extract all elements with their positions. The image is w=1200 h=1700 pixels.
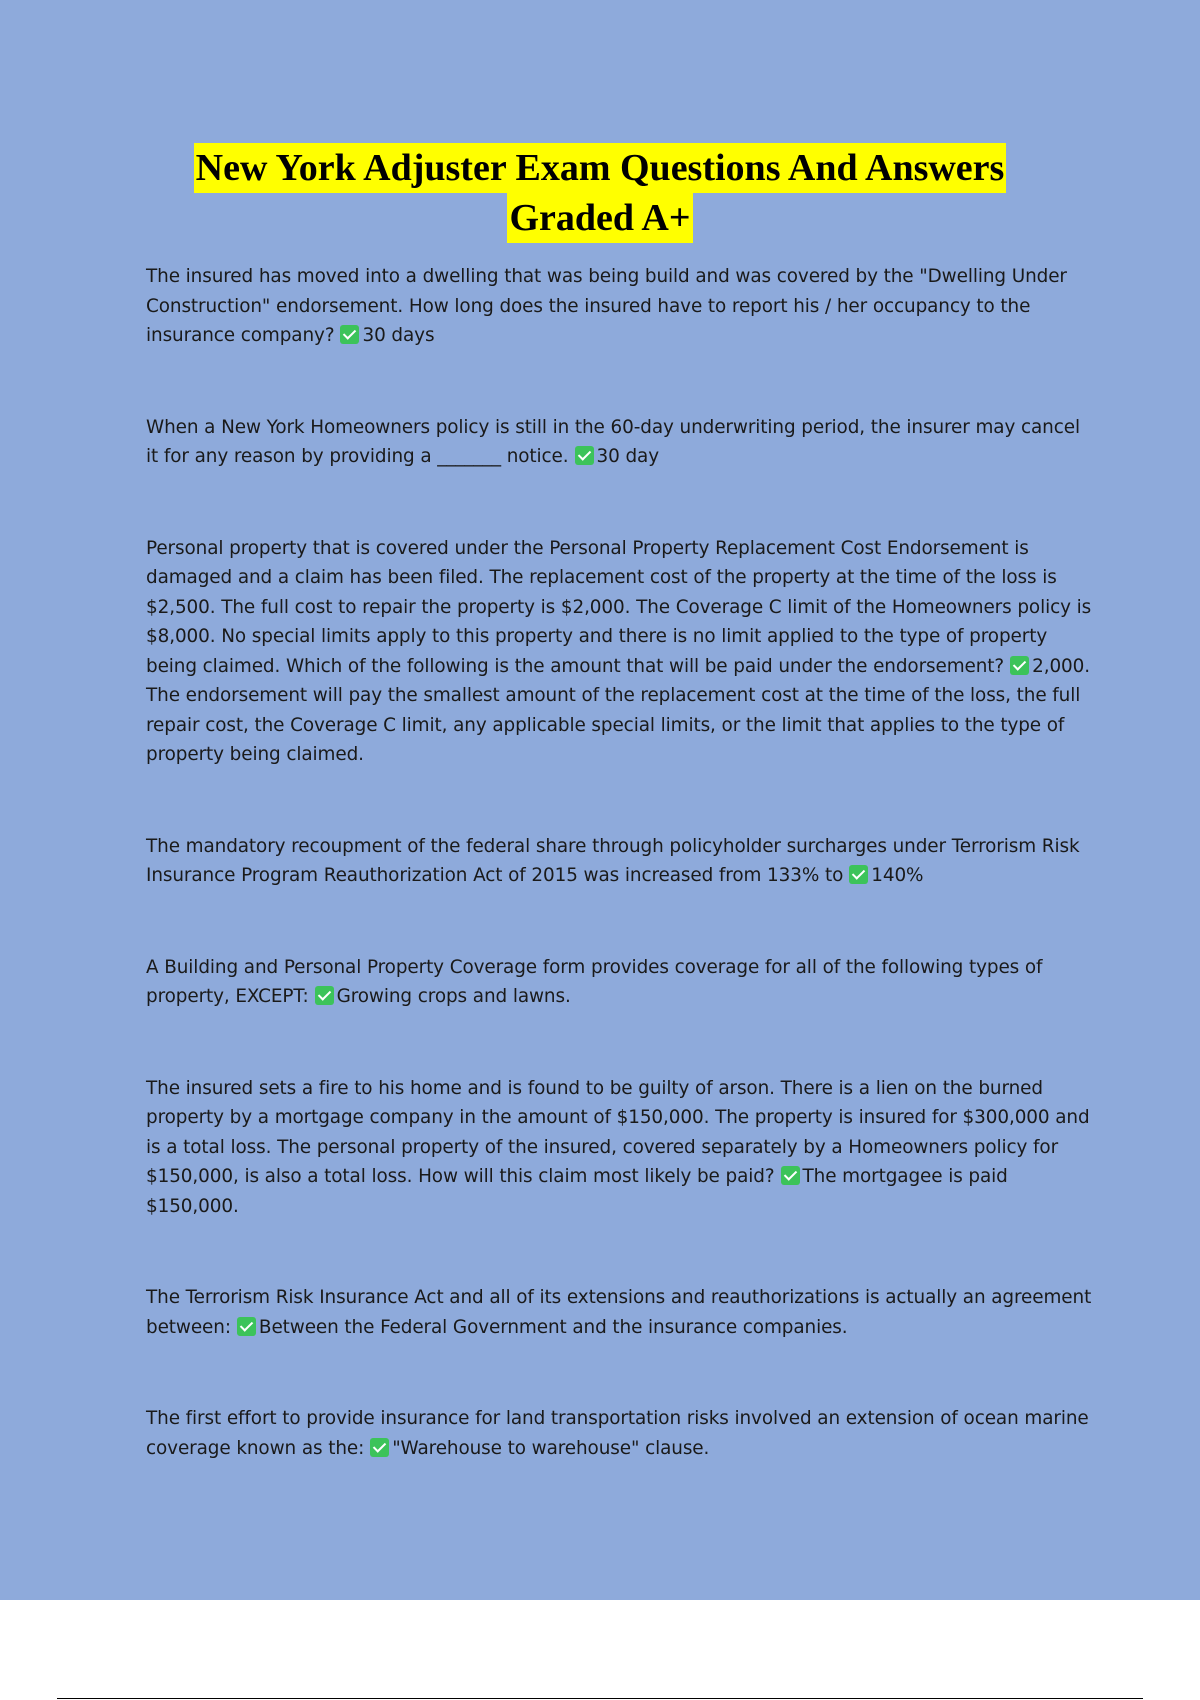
checkmark-icon bbox=[340, 325, 359, 344]
answer-text: 2,000. The endorsement will pay the smallest amount of the replacement cost at the time of the loss, the full repair cost, the Coverage C limit, any applicable special limits, or the limit that applies to the type of property being claimed. bbox=[146, 655, 1090, 765]
question-text: The mandatory recoupment of the federal share through policyholder surcharges under Terrorism Risk Insurance Program Reauthorization Act of 2015 was increased from 133% to bbox=[146, 835, 1080, 886]
qa-item-2 bbox=[146, 413, 1096, 472]
answer-text: 30 days bbox=[362, 325, 435, 346]
checkmark-icon bbox=[1010, 656, 1029, 675]
qa-item-4 bbox=[146, 832, 1096, 891]
question-text: When a New York Homeowners policy is still in the 60-day underwriting period, the insurer may cancel it for any reason by providing a _______ notice. bbox=[146, 416, 1080, 467]
answer-text: Between the Federal Government and the insurance companies. bbox=[258, 1316, 848, 1338]
answer-text: 30 day bbox=[596, 446, 659, 467]
qa-item-6 bbox=[146, 1074, 1096, 1222]
qa-item-5 bbox=[146, 953, 1096, 1012]
question-text: A Building and Personal Property Coverage form provides coverage for all of the following types of property, EXCEPT: bbox=[146, 956, 1043, 1007]
qa-item-1 bbox=[146, 262, 1096, 351]
checkmark-icon bbox=[781, 1166, 800, 1185]
question-text: Personal property that is covered under the Personal Property Replacement Cost Endorsement is damaged and a claim has been filed. The replacement cost of the property at the time of the loss is $2,500. The full cost to repair the property is $2,000. The Coverage C limit of the Homeowners policy is $8,000. No special limits apply to this property and there is no limit applied to the type of property being claimed. Which of the following is the amount that will be paid under the endorsement? bbox=[146, 537, 1092, 677]
qa-item-8 bbox=[146, 1404, 1096, 1463]
answer-text: 140% bbox=[871, 865, 924, 886]
title-line-2: Graded A+ bbox=[507, 193, 692, 243]
checkmark-icon bbox=[849, 865, 868, 884]
qa-item-7 bbox=[146, 1283, 1096, 1342]
qa-item-3 bbox=[146, 534, 1096, 770]
answer-text: "Warehouse to warehouse" clause. bbox=[392, 1437, 710, 1459]
checkmark-icon bbox=[370, 1438, 389, 1457]
question-text: The insured has moved into a dwelling that was being build and was covered by the "Dwelling Under Construction" endorsement. How long does the insured have to report his / her occupancy to the insurance company? bbox=[146, 266, 1067, 346]
title-line-1: New York Adjuster Exam Questions And Answers bbox=[194, 143, 1007, 193]
question-text: The Terrorism Risk Insurance Act and all of its extensions and reauthorizations is actually an agreement between: bbox=[146, 1287, 1092, 1338]
question-text: The first effort to provide insurance for land transportation risks involved an extension of ocean marine coverage known as the: bbox=[146, 1408, 1089, 1459]
page-title bbox=[100, 143, 1100, 243]
checkmark-icon bbox=[237, 1317, 256, 1336]
checkmark-icon bbox=[315, 986, 334, 1005]
question-text: The insured sets a fire to his home and is found to be guilty of arson. There is a lien on the burned property by a mortgage company in the amount of $150,000. The property is insured for $300,000 and is a total loss. The personal property of the insured, covered separately by a Homeowners policy for $150,000, is also a total loss. How will this claim most likely be paid? bbox=[146, 1077, 1090, 1187]
answer-text: Growing crops and lawns. bbox=[336, 986, 571, 1007]
question-list bbox=[146, 262, 1096, 1525]
checkmark-icon bbox=[575, 446, 594, 465]
answer-text: The mortgagee is paid $150,000. bbox=[146, 1166, 1008, 1217]
footer-divider bbox=[57, 1698, 1143, 1699]
